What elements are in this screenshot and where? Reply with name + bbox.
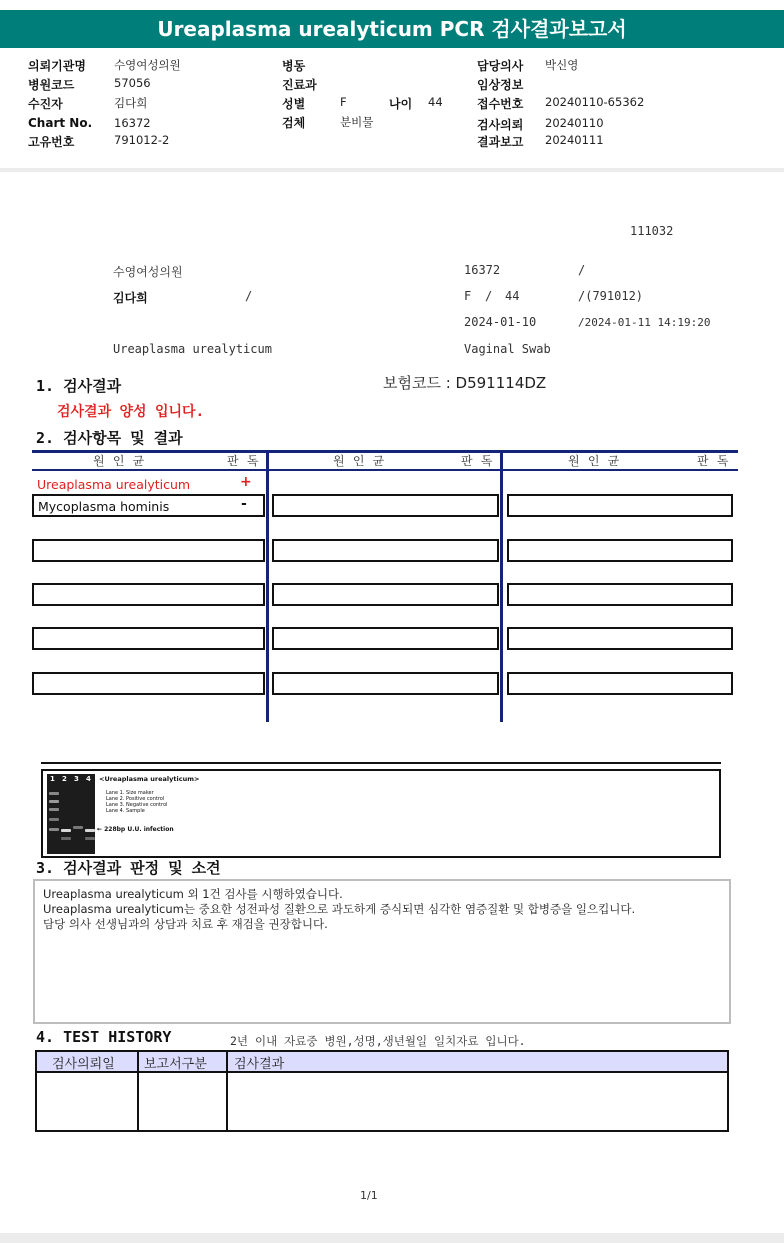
col-judgment-header: 판 독: [461, 454, 493, 468]
pathogen-name: Ureaplasma urealyticum: [37, 477, 191, 492]
patient-label: 수진자: [28, 97, 63, 111]
sex-value: F: [340, 95, 347, 109]
report-hospital: 수영여성의원: [113, 265, 183, 279]
chart-label: Chart No.: [28, 116, 93, 130]
gel-band: [49, 828, 59, 831]
column-divider: [226, 1052, 228, 1130]
page-number: 1/1: [360, 1189, 378, 1202]
result-cell: [32, 583, 265, 606]
gel-band: [85, 829, 95, 832]
opinion-box: [33, 879, 731, 1024]
history-header-row: [37, 1052, 727, 1073]
gel-figure: [41, 769, 721, 858]
slash-separator: /: [485, 289, 493, 303]
report-specimen: Vaginal Swab: [464, 342, 551, 356]
gel-marker-label: ← 228bp U.U. infection: [97, 826, 174, 833]
receipt-label: 접수번호: [477, 97, 524, 111]
code-value: 57056: [114, 76, 151, 90]
gel-legend-line: Lane 4. Sample: [106, 808, 145, 814]
result-cell: [507, 672, 733, 695]
request-label: 검사의뢰: [477, 118, 524, 132]
gel-title: <Ureaplasma urealyticum>: [99, 775, 200, 783]
gel-legend-line: Lane 1. Size maker: [106, 790, 154, 796]
slash-separator: /: [578, 263, 586, 277]
gel-band: [49, 818, 59, 821]
col-pathogen-header: 원 인 균: [568, 454, 620, 468]
column-divider: [500, 450, 503, 722]
opinion-line: Ureaplasma urealyticum는 중요한 성전파성 질환으로 과도하게 증식되면 심각한 염증질환 및 합병증을 일으킵니다.: [43, 902, 636, 916]
result-summary: 검사결과 양성 입니다.: [57, 404, 205, 420]
result-cell: [507, 583, 733, 606]
gel-legend-line: Lane 2. Positive control: [106, 796, 165, 802]
report-test-name: Ureaplasma urealyticum: [113, 342, 272, 356]
clinical-label: 임상정보: [477, 78, 524, 92]
report-datetime: /2024-01-11 14:19:20: [578, 316, 711, 329]
gel-band: [61, 837, 71, 840]
column-divider: [137, 1052, 139, 1130]
result-cell: [32, 494, 265, 517]
report-patient: 김다희: [113, 291, 148, 305]
lane-number: 4: [86, 775, 91, 783]
pathogen-result: +: [240, 474, 252, 490]
unique-label: 고유번호: [28, 135, 75, 149]
pathogen-result: -: [241, 496, 247, 512]
gel-band: [85, 837, 95, 840]
test-history-table: [35, 1050, 729, 1132]
pathogen-name: Mycoplasma hominis: [38, 499, 170, 514]
doctor-label: 담당의사: [477, 59, 524, 73]
lane-number: 2: [62, 775, 67, 783]
col-pathogen-header: 원 인 균: [333, 454, 385, 468]
result-cell: [507, 627, 733, 650]
result-cell: [507, 539, 733, 562]
specimen-label: 검체: [282, 116, 306, 130]
ward-label: 병동: [282, 59, 306, 73]
patient-value: 김다희: [114, 96, 148, 110]
report-age: 44: [505, 289, 520, 303]
history-col-header: 검사결과: [234, 1057, 285, 1072]
gel-band: [73, 826, 83, 829]
report-sex: F: [464, 289, 472, 303]
gel-legend-line: Lane 3. Negative control: [106, 802, 168, 808]
section1-title: 1. 검사결과: [36, 377, 122, 395]
col-judgment-header: 판 독: [697, 454, 729, 468]
result-cell: [32, 539, 265, 562]
history-col-header: 보고서구분: [144, 1057, 207, 1072]
specimen-value: 분비물: [340, 115, 374, 129]
chart-value: 16372: [114, 116, 151, 130]
doctor-value: 박신영: [545, 58, 579, 72]
gel-band: [49, 808, 59, 811]
report-title: Ureaplasma urealyticum PCR 검사결과보고서: [0, 10, 784, 48]
request-value: 20240110: [545, 116, 604, 130]
result-cell: [32, 627, 265, 650]
slash-separator: /: [245, 289, 253, 303]
gel-top-rule: [41, 762, 721, 764]
result-cell: [507, 494, 733, 517]
gel-band: [61, 829, 71, 832]
section2-title: 2. 검사항목 및 결과: [36, 429, 183, 447]
section4-title: 4. TEST HISTORY: [36, 1028, 172, 1046]
result-cell: [272, 583, 499, 606]
report-chart-no: 16372: [464, 263, 501, 277]
report-label: 결과보고: [477, 135, 524, 149]
history-col-header: 검사의뢰일: [52, 1057, 115, 1072]
report-request-date: 2024-01-10: [464, 315, 537, 329]
result-cell: [32, 672, 265, 695]
gel-band: [49, 800, 59, 803]
col-judgment-header: 판 독: [227, 454, 259, 468]
hospital-label: 의뢰기관명: [28, 59, 86, 73]
code-label: 병원코드: [28, 78, 75, 92]
report-id: 111032: [630, 224, 674, 238]
sex-label: 성별: [282, 97, 306, 111]
section3-title: 3. 검사결과 판정 및 소견: [36, 859, 221, 877]
col-pathogen-header: 원 인 균: [93, 454, 145, 468]
result-cell: [272, 627, 499, 650]
report-value: 20240111: [545, 133, 604, 147]
opinion-line: 담당 의사 선생님과의 상담과 치료 후 재검을 권장합니다.: [43, 917, 328, 931]
result-cell: [272, 672, 499, 695]
result-cell: [272, 539, 499, 562]
dept-label: 진료과: [282, 78, 317, 92]
result-cell: [272, 494, 499, 517]
column-divider: [266, 450, 269, 722]
gel-band: [49, 792, 59, 795]
opinion-line: Ureaplasma urealyticum 외 1건 검사를 시행하였습니다.: [43, 887, 343, 901]
age-value: 44: [428, 95, 443, 109]
history-note: 2년 이내 자료중 병원,성명,생년월일 일치자료 입니다.: [230, 1034, 526, 1048]
unique-value: 791012-2: [114, 133, 170, 147]
age-label: 나이: [389, 97, 413, 111]
report-header: [0, 0, 784, 168]
report-birth: /(791012): [578, 289, 644, 303]
gel-electrophoresis-image: [47, 774, 95, 854]
lane-number: 1: [50, 775, 55, 783]
insurance-code: 보험코드 : D591114DZ: [383, 374, 547, 392]
table-header-border: [32, 469, 738, 471]
hospital-value: 수영여성의원: [114, 58, 181, 72]
receipt-value: 20240110-65362: [545, 95, 645, 109]
lane-number: 3: [74, 775, 79, 783]
